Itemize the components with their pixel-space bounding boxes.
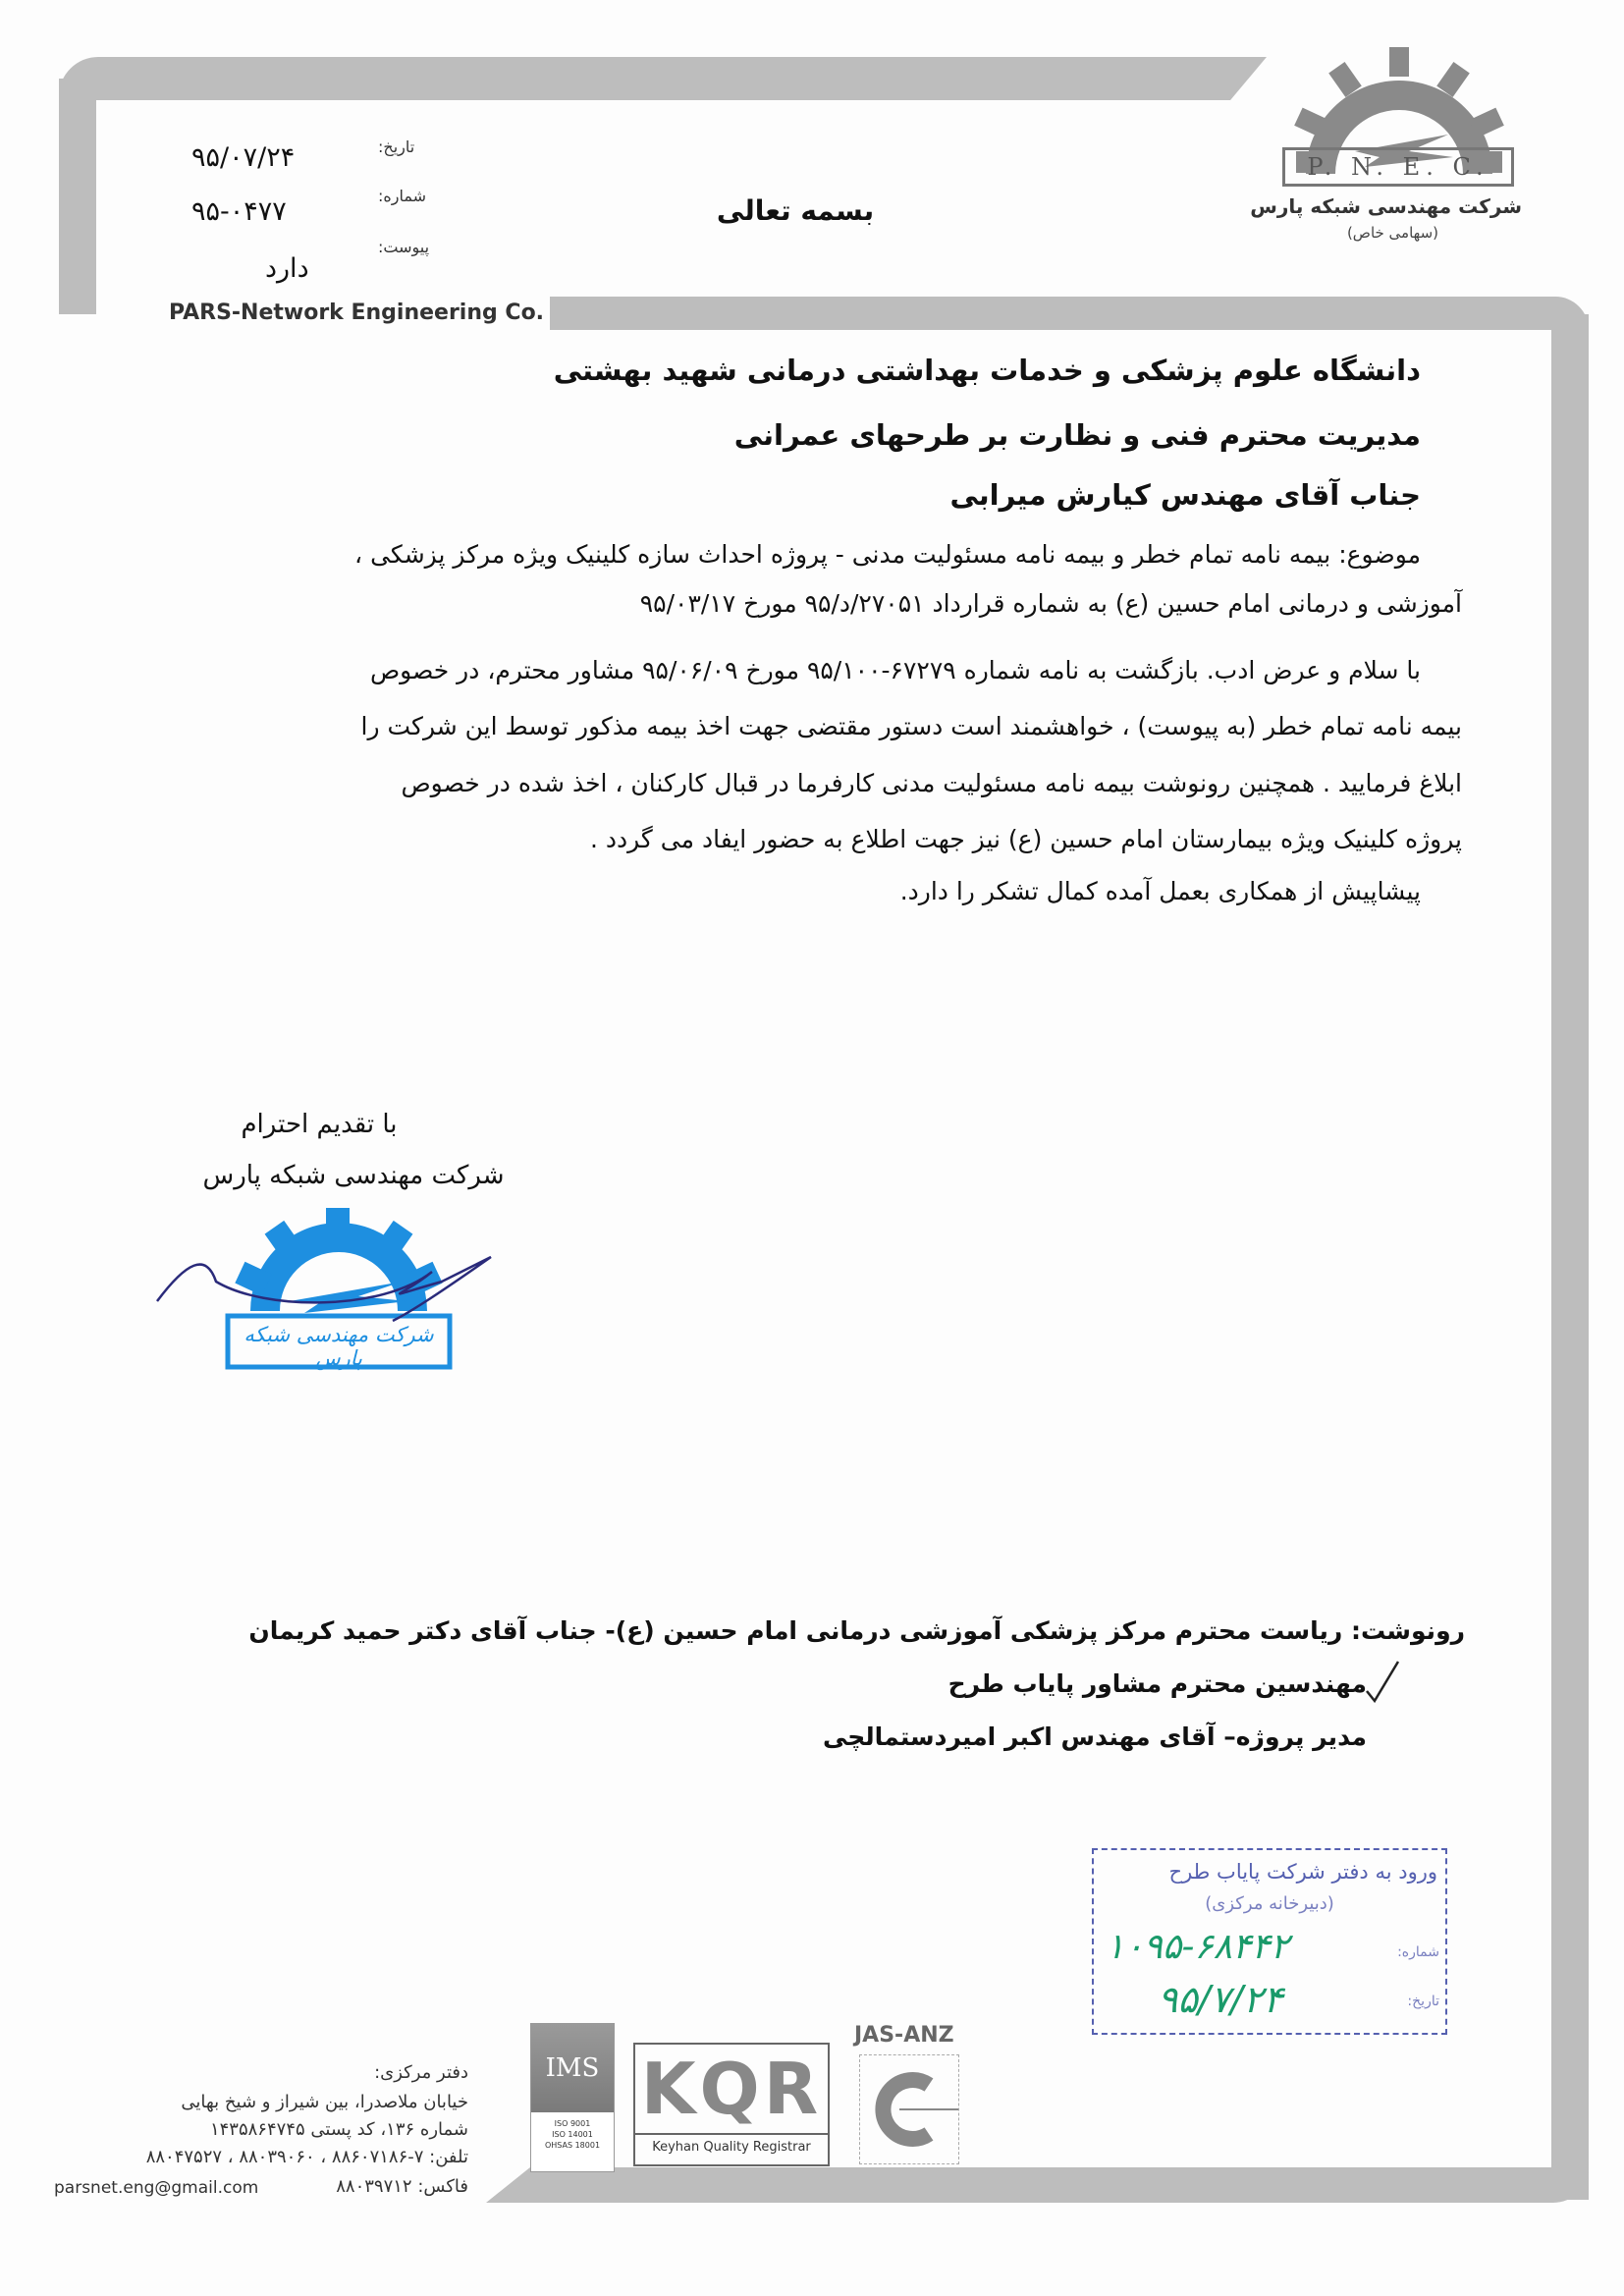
jas-anz-logo-icon — [860, 2055, 958, 2163]
ims-logo-text: IMS — [545, 2053, 600, 2083]
company-name-en: PARS-Network Engineering Co. — [169, 301, 545, 325]
ims-standard: ISO 9001 — [554, 2119, 591, 2128]
receipt-number-value: ۱۰۹۵-۶۸۴۴۲ — [1106, 1927, 1290, 1967]
footer-address: شماره ۱۳۶، کد پستی ۱۴۳۵۸۶۴۷۴۵ — [209, 2119, 468, 2140]
receipt-date-label: تاریخ: — [1407, 1994, 1439, 2009]
attachment-value: دارد — [265, 253, 309, 284]
recipient-line: مدیریت محترم فنی و نظارت بر طرحهای عمرانی — [733, 418, 1421, 452]
body-line: پیشاپیش از همکاری بعمل آمده کمال تشکر را دارد. — [899, 877, 1421, 905]
footer-office-label: دفتر مرکزی: — [374, 2062, 468, 2083]
body-line: با سلام و عرض ادب. بازگشت به نامه شماره ۶۷۲۷۹-۹۵/۱۰۰ مورخ ۹۵/۰۶/۰۹ مشاور محترم، در خصوص — [369, 656, 1421, 684]
receipt-number-label: شماره: — [1397, 1944, 1439, 1960]
footer-band — [486, 2167, 1589, 2203]
body-line: پروژه کلینیک ویژه بیمارستان امام حسین (ع) نیز جهت اطلاع به حضور ایفاد می گردد . — [589, 825, 1462, 853]
ims-certification — [530, 2023, 615, 2172]
ims-standard: OHSAS 18001 — [544, 2141, 601, 2150]
basmala: بسمه تعالی — [716, 194, 875, 227]
receipt-date-value: ۹۵/۷/۲۴ — [1158, 1978, 1283, 2021]
footer-phone: تلفن: ۷-۸۸۶۰۷۱۸۶ ، ۸۸۰۳۹۰۶۰ ، ۸۸۰۴۷۵۲۷ — [145, 2147, 468, 2167]
header-band-bottom — [550, 297, 1589, 330]
closing-salutation: با تقدیم احترام — [241, 1110, 398, 1139]
closing-signer: شرکت مهندسی شبکه پارس — [202, 1161, 505, 1190]
number-label: شماره: — [378, 187, 427, 205]
company-logo — [1250, 41, 1522, 257]
attachment-label: پیوست: — [378, 238, 430, 256]
recipient-line: دانشگاه علوم پزشکی و خدمات بهداشتی درمانی شهید بهشتی — [553, 354, 1421, 387]
footer-fax: فاکس: ۸۸۰۳۹۷۱۲ — [336, 2176, 468, 2197]
footer-email[interactable]: parsnet.eng@gmail.com — [54, 2178, 259, 2198]
cc-line: مدیر پروژه– آقای مهندس اکبر امیردستمالچی — [822, 1722, 1367, 1751]
kqr-name: Keyhan Quality Registrar — [635, 2133, 828, 2160]
cc-line: مهندسین محترم مشاور پایاب طرح — [947, 1669, 1367, 1698]
receipt-stamp — [1092, 1848, 1447, 2035]
ims-standard: ISO 14001 — [552, 2130, 593, 2139]
side-band-right — [1551, 314, 1589, 2200]
cc-line: رونوشت: ریاست محترم مرکز پزشکی آموزشی درمانی امام حسین (ع)- جناب آقای دکتر حمید کریمان — [248, 1616, 1465, 1645]
header-band-left — [59, 79, 96, 314]
check-mark-icon — [1363, 1660, 1402, 1704]
header-band-top — [59, 57, 1267, 100]
receipt-stamp-subtitle: (دبیرخانه مرکزی) — [1205, 1893, 1334, 1914]
company-name-fa: شرکت مهندسی شبکه پارس — [1250, 194, 1522, 218]
footer-address: خیابان ملاصدرا، بین شیراز و شیخ بهایی — [181, 2092, 468, 2112]
subject-line: آموزشی و درمانی امام حسین (ع) به شماره قرارداد ۲۷۰۵۱/د/۹۵ مورخ ۹۵/۰۳/۱۷ — [639, 589, 1462, 618]
company-type: (سهامی خاص) — [1346, 224, 1438, 242]
receipt-stamp-title: ورود به دفتر شرکت پایاب طرح — [1168, 1860, 1437, 1884]
jas-anz-label: JAS-ANZ — [854, 2023, 954, 2048]
date-value: ۹۵/۰۷/۲۴ — [191, 142, 296, 173]
body-line: ابلاغ فرمایید . همچنین رونوشت بیمه نامه مسئولیت مدنی کارفرما در قبال کارکنان ، اخذ شده در خصوص — [401, 769, 1462, 797]
logo-letters-box: P. N. E. C. — [1282, 147, 1514, 187]
subject-line: موضوع: بیمه نامه تمام خطر و بیمه نامه مسئولیت مدنی - پروژه احداث سازه کلینیک ویژه مرکز پزشکی ، — [354, 540, 1421, 569]
company-stamp — [147, 1203, 530, 1375]
kqr-logo-text: KQR — [640, 2048, 823, 2130]
date-label: تاریخ: — [378, 137, 415, 156]
recipient-line: جناب آقای مهندس کیارش میرابی — [949, 478, 1421, 512]
body-line: بیمه نامه تمام خطر (به پیوست) ، خواهشمند است دستور مقتضی جهت اخذ بیمه مذکور توسط این شرکت را — [360, 712, 1462, 740]
stamp-text: شرکت مهندسی شبکه پارس — [244, 1323, 434, 1370]
jas-anz-certification — [859, 2054, 959, 2164]
kqr-certification — [633, 2043, 830, 2166]
ims-standards — [531, 2118, 614, 2151]
number-value: ۹۵-۰۴۷۷ — [191, 196, 287, 227]
